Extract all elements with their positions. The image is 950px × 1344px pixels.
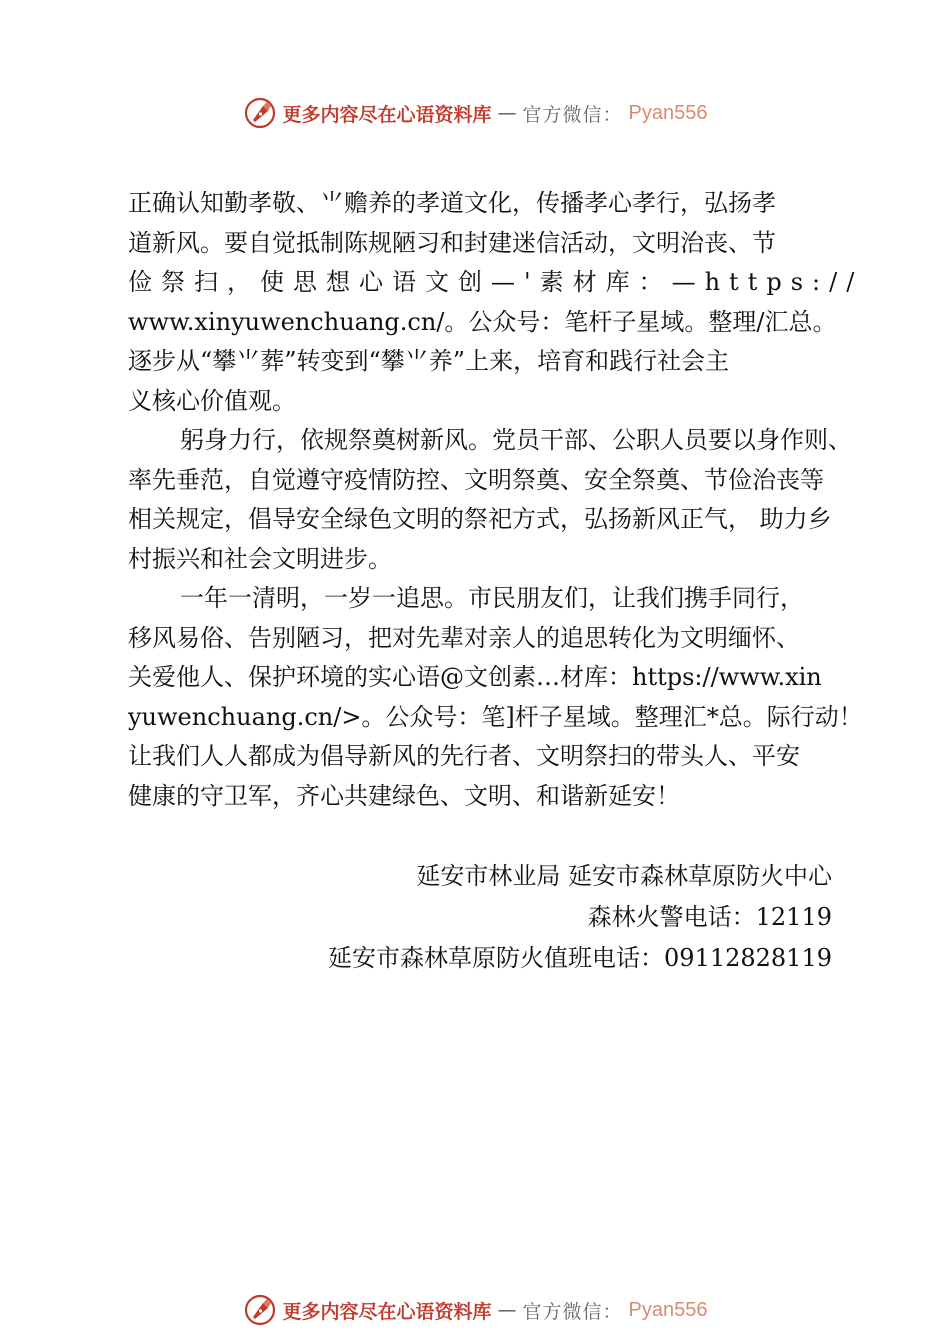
body-line: 一年一清明，一岁一追思。市民朋友们，让我们携手同行， (180, 584, 804, 612)
duty-phone: 延安市森林草原防火值班电话：09112828119 (328, 944, 832, 972)
document-body (128, 184, 864, 816)
body-line: 逐步从“攀⺌葬”转变到“攀⺌养”上来，培育和践行社会主 (128, 347, 730, 375)
footer-banner-content (243, 1293, 708, 1327)
wechat-label: 官方微信： (522, 1300, 623, 1323)
wechat-label: 官方微信： (522, 103, 623, 126)
pen-nib-logo-icon (243, 1293, 277, 1327)
body-line: 相关规定，倡导安全绿色文明的祭祀方式，弘扬新风正气， 助力乡 (128, 505, 832, 533)
body-line: yuwenchuang.cn/>。公众号：笔]杆子星域。整理汇*总。际行动！ (128, 702, 863, 731)
header-banner (0, 93, 950, 133)
body-line: 关爱他人、保护环境的实心语@文创素…材库：https://www.xin (128, 663, 822, 691)
body-line: 让我们人人都成为倡导新风的先行者、文明祭扫的带头人、平安 (128, 742, 800, 770)
body-line: 率先垂范，自觉遵守疫情防控、文明祭奠、安全祭奠、节俭治丧等 (128, 465, 824, 494)
fire-alarm-phone: 森林火警电话：12119 (587, 903, 832, 931)
footer-banner (0, 1290, 950, 1330)
wechat-id: Pyan556 (628, 1298, 708, 1321)
body-line: www.xinyuwenchuang.cn/。公众号：笔杆子星域。整理/汇总。 (128, 307, 837, 336)
banner-dash: — (497, 1299, 517, 1321)
body-line: 俭祭扫，使思想心语文创—'素材库：—https:// (128, 268, 864, 296)
body-line: 义核心价值观。 (128, 386, 296, 415)
body-line: 道新风。要自觉抵制陈规陋习和封建迷信活动，文明治丧、节 (128, 228, 776, 257)
brand-text: 更多内容尽在心语资料库 (282, 1300, 492, 1323)
banner-dash: — (497, 102, 517, 124)
body-line: 健康的守卫军，齐心共建绿色、文明、和谐新延安！ (128, 781, 680, 810)
body-line: 移风易俗、告别陋习，把对先辈对亲人的追思转化为文明缅怀、 (128, 623, 800, 652)
wechat-id: Pyan556 (628, 101, 708, 124)
signature-organizations: 延安市林业局 延安市森林草原防火中心 (416, 862, 832, 890)
brand-text: 更多内容尽在心语资料库 (282, 103, 492, 126)
pen-nib-logo-icon (243, 96, 277, 130)
body-line: 躬身力行，依规祭奠树新风。党员干部、公职人员要以身作则、 (180, 426, 852, 454)
body-line: 村振兴和社会文明进步。 (128, 544, 392, 573)
signature-block (328, 856, 832, 979)
body-line: 正确认知勤孝敬、⺌赡养的孝道文化，传播孝心孝行，弘扬孝 (128, 189, 776, 217)
header-banner-content (243, 96, 708, 130)
